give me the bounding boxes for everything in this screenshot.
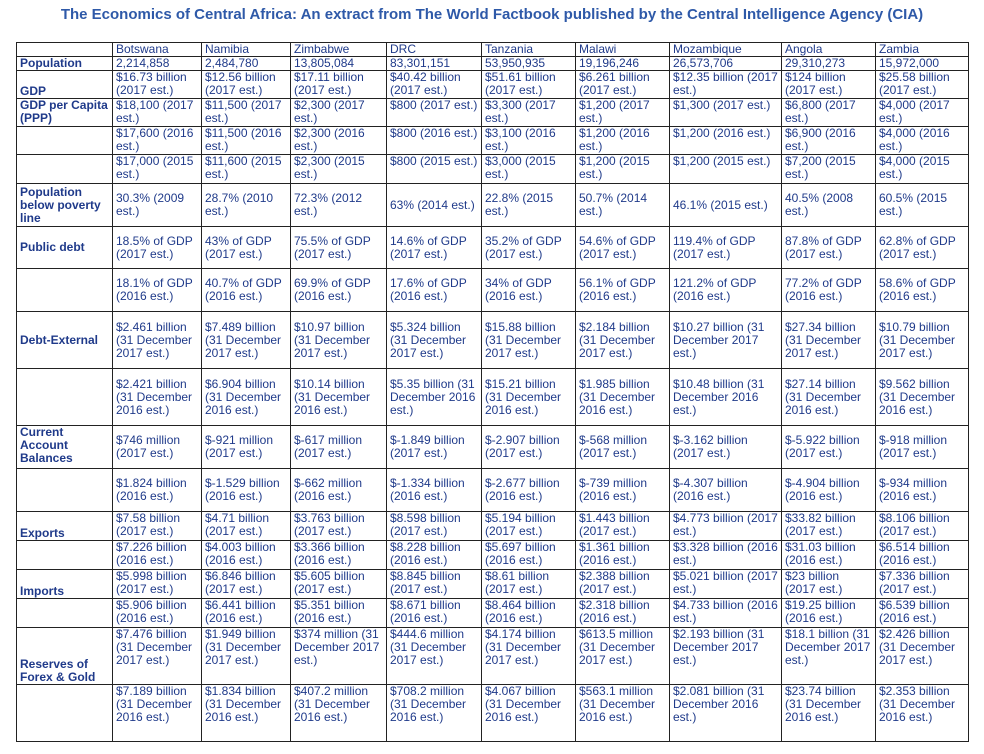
table-cell: $18,100 (2017 est.) <box>113 99 202 127</box>
country-header: Malawi <box>576 43 670 57</box>
table-cell: $33.82 billion (2017 est.) <box>782 512 876 541</box>
table-cell: 13,805,084 <box>291 57 387 71</box>
table-row <box>17 227 969 269</box>
table-cell: 72.3% (2012 est.) <box>291 184 387 227</box>
table-cell: $1,200 (2015 est.) <box>670 155 782 184</box>
table-cell: $3.328 billion (2016 est.) <box>670 541 782 570</box>
table-cell: $800 (2017 est.) <box>387 99 482 127</box>
table-row <box>17 599 969 628</box>
row-label: Reserves of Forex & Gold <box>17 628 113 685</box>
table-cell: 121.2% of GDP (2016 est.) <box>670 269 782 312</box>
country-header: Zambia <box>876 43 969 57</box>
table-cell: $19.25 billion (2016 est.) <box>782 599 876 628</box>
table-row <box>17 99 969 127</box>
row-label <box>17 127 113 155</box>
table-cell: $12.35 billion (2017 est.) <box>670 71 782 99</box>
table-cell: $5.35 billion (31 December 2016 est.) <box>387 369 482 426</box>
table-cell: $3,300 (2017 est.) <box>482 99 576 127</box>
table-cell: $3,000 (2015 est.) <box>482 155 576 184</box>
table-row <box>17 685 969 742</box>
table-cell: $6.514 billion (2016 est.) <box>876 541 969 570</box>
table-cell: $-934 million (2016 est.) <box>876 469 969 512</box>
table-cell: $-1.849 billion (2017 est.) <box>387 426 482 469</box>
table-cell: $6.441 billion (2016 est.) <box>202 599 291 628</box>
table-row <box>17 127 969 155</box>
row-label: GDP <box>17 71 113 99</box>
table-cell: $10.27 billion (31 December 2017 est.) <box>670 312 782 369</box>
table-cell: $1,300 (2017 est.) <box>670 99 782 127</box>
economics-table <box>16 42 969 742</box>
table-cell: $5.324 billion (31 December 2017 est.) <box>387 312 482 369</box>
table-cell: $5.351 billion (2016 est.) <box>291 599 387 628</box>
country-header: Zimbabwe <box>291 43 387 57</box>
table-cell: $16.73 billion (2017 est.) <box>113 71 202 99</box>
table-cell: $1.949 billion (31 December 2017 est.) <box>202 628 291 685</box>
table-row <box>17 312 969 369</box>
table-row <box>17 57 969 71</box>
table-cell: $1.834 billion (31 December 2016 est.) <box>202 685 291 742</box>
table-row <box>17 155 969 184</box>
table-cell: $-2.677 billion (2016 est.) <box>482 469 576 512</box>
table-cell: $5.906 billion (2016 est.) <box>113 599 202 628</box>
table-body <box>17 57 969 742</box>
table-cell: $2.461 billion (31 December 2017 est.) <box>113 312 202 369</box>
table-cell: $6.261 billion (2017 est.) <box>576 71 670 99</box>
table-cell: 53,950,935 <box>482 57 576 71</box>
table-cell: 2,484,780 <box>202 57 291 71</box>
table-cell: $8.106 billion (2017 est.) <box>876 512 969 541</box>
table-cell: $23 billion (2017 est.) <box>782 570 876 599</box>
table-cell: $2,300 (2017 est.) <box>291 99 387 127</box>
row-label: Debt-External <box>17 312 113 369</box>
table-cell: $8.598 billion (2017 est.) <box>387 512 482 541</box>
table-row <box>17 628 969 685</box>
table-cell: $1,200 (2016 est.) <box>670 127 782 155</box>
row-label: GDP per Capita (PPP) <box>17 99 113 127</box>
row-label: Exports <box>17 512 113 541</box>
table-cell: $124 billion (2017 est.) <box>782 71 876 99</box>
table-cell: $7.336 billion (2017 est.) <box>876 570 969 599</box>
table-cell: $25.58 billion (2017 est.) <box>876 71 969 99</box>
table-cell: 69.9% of GDP (2016 est.) <box>291 269 387 312</box>
table-cell: $6,900 (2016 est.) <box>782 127 876 155</box>
table-cell: 62.8% of GDP (2017 est.) <box>876 227 969 269</box>
table-row <box>17 71 969 99</box>
table-cell: 35.2% of GDP (2017 est.) <box>482 227 576 269</box>
table-cell: $51.61 billion (2017 est.) <box>482 71 576 99</box>
table-cell: $1.824 billion (2016 est.) <box>113 469 202 512</box>
table-cell: $4.733 billion (2016 est.) <box>670 599 782 628</box>
table-cell: $1,200 (2017 est.) <box>576 99 670 127</box>
table-cell: 87.8% of GDP (2017 est.) <box>782 227 876 269</box>
table-cell: 2,214,858 <box>113 57 202 71</box>
table-cell: $7.489 billion (31 December 2017 est.) <box>202 312 291 369</box>
table-cell: $407.2 million (31 December 2016 est.) <box>291 685 387 742</box>
table-cell: 28.7% (2010 est.) <box>202 184 291 227</box>
table-cell: $1.985 billion (31 December 2016 est.) <box>576 369 670 426</box>
table-cell: $2.318 billion (2016 est.) <box>576 599 670 628</box>
table-cell: $15.88 billion (31 December 2017 est.) <box>482 312 576 369</box>
table-cell: 34% of GDP (2016 est.) <box>482 269 576 312</box>
table-cell: 50.7% (2014 est.) <box>576 184 670 227</box>
table-row <box>17 369 969 426</box>
row-label <box>17 469 113 512</box>
row-label: Population below poverty line <box>17 184 113 227</box>
table-row <box>17 512 969 541</box>
table-cell: $40.42 billion (2017 est.) <box>387 71 482 99</box>
table-cell: 60.5% (2015 est.) <box>876 184 969 227</box>
table-cell: $-4.904 billion (2016 est.) <box>782 469 876 512</box>
page-title: The Economics of Central Africa: An extract from The World Factbook published by the Central Intelligence Agency (CIA) <box>60 6 924 23</box>
country-header: Angola <box>782 43 876 57</box>
row-label: Population <box>17 57 113 71</box>
table-cell: $8.845 billion (2017 est.) <box>387 570 482 599</box>
table-cell: $9.562 billion (31 December 2016 est.) <box>876 369 969 426</box>
table-cell: $11,500 (2016 est.) <box>202 127 291 155</box>
table-row <box>17 184 969 227</box>
table-cell: $2.388 billion (2017 est.) <box>576 570 670 599</box>
table-cell: $15.21 billion (31 December 2016 est.) <box>482 369 576 426</box>
country-header: Tanzania <box>482 43 576 57</box>
table-row <box>17 541 969 570</box>
row-label <box>17 269 113 312</box>
header-row <box>17 43 969 57</box>
table-cell: $8.228 billion (2016 est.) <box>387 541 482 570</box>
table-cell: $10.97 billion (31 December 2017 est.) <box>291 312 387 369</box>
table-cell: $2.426 billion (31 December 2017 est.) <box>876 628 969 685</box>
table-cell: 119.4% of GDP (2017 est.) <box>670 227 782 269</box>
table-cell: 30.3% (2009 est.) <box>113 184 202 227</box>
table-row <box>17 426 969 469</box>
table-cell: $-1.334 billion (2016 est.) <box>387 469 482 512</box>
table-cell: $2.353 billion (31 December 2016 est.) <box>876 685 969 742</box>
table-cell: $5.697 billion (2016 est.) <box>482 541 576 570</box>
table-cell: $1.361 billion (2016 est.) <box>576 541 670 570</box>
row-label <box>17 369 113 426</box>
row-label <box>17 599 113 628</box>
table-cell: 83,301,151 <box>387 57 482 71</box>
table-cell: $374 million (31 December 2017 est.) <box>291 628 387 685</box>
row-label <box>17 685 113 742</box>
table-cell: $-2.907 billion (2017 est.) <box>482 426 576 469</box>
table-cell: $17.11 billion (2017 est.) <box>291 71 387 99</box>
table-cell: 46.1% (2015 est.) <box>670 184 782 227</box>
table-cell: $10.48 billion (31 December 2016 est.) <box>670 369 782 426</box>
table-cell: $11,500 (2017 est.) <box>202 99 291 127</box>
table-cell: $708.2 million (31 December 2016 est.) <box>387 685 482 742</box>
table-cell: $31.03 billion (2016 est.) <box>782 541 876 570</box>
table-cell: $1.443 billion (2017 est.) <box>576 512 670 541</box>
table-cell: $-921 million (2017 est.) <box>202 426 291 469</box>
table-cell: $-5.922 billion (2017 est.) <box>782 426 876 469</box>
table-cell: 54.6% of GDP (2017 est.) <box>576 227 670 269</box>
table-cell: 18.5% of GDP (2017 est.) <box>113 227 202 269</box>
table-cell: $7.58 billion (2017 est.) <box>113 512 202 541</box>
table-cell: $27.14 billion (31 December 2016 est.) <box>782 369 876 426</box>
table-cell: $800 (2016 est.) <box>387 127 482 155</box>
table-cell: $6,800 (2017 est.) <box>782 99 876 127</box>
table-cell: $5.998 billion (2017 est.) <box>113 570 202 599</box>
table-cell: $7.189 billion (31 December 2016 est.) <box>113 685 202 742</box>
table-cell: $4.067 billion (31 December 2016 est.) <box>482 685 576 742</box>
table-cell: $563.1 million (31 December 2016 est.) <box>576 685 670 742</box>
table-cell: $2.421 billion (31 December 2016 est.) <box>113 369 202 426</box>
table-cell: $6.904 billion (31 December 2016 est.) <box>202 369 291 426</box>
table-cell: $12.56 billion (2017 est.) <box>202 71 291 99</box>
table-cell: $800 (2015 est.) <box>387 155 482 184</box>
table-cell: $6.539 billion (2016 est.) <box>876 599 969 628</box>
country-header: Botswana <box>113 43 202 57</box>
table-cell: $746 million (2017 est.) <box>113 426 202 469</box>
table-cell: $6.846 billion (2017 est.) <box>202 570 291 599</box>
table-cell: 26,573,706 <box>670 57 782 71</box>
table-cell: $2.193 billion (31 December 2017 est.) <box>670 628 782 685</box>
table-cell: $3.763 billion (2017 est.) <box>291 512 387 541</box>
table-cell: 14.6% of GDP (2017 est.) <box>387 227 482 269</box>
table-cell: $5.194 billion (2017 est.) <box>482 512 576 541</box>
table-cell: 17.6% of GDP (2016 est.) <box>387 269 482 312</box>
table-cell: $2,300 (2015 est.) <box>291 155 387 184</box>
table-cell: 40.7% of GDP (2016 est.) <box>202 269 291 312</box>
table-cell: $4,000 (2017 est.) <box>876 99 969 127</box>
table-cell: $10.14 billion (31 December 2016 est.) <box>291 369 387 426</box>
table-cell: $1,200 (2016 est.) <box>576 127 670 155</box>
table-cell: $17,600 (2016 est.) <box>113 127 202 155</box>
table-cell: $8.671 billion (2016 est.) <box>387 599 482 628</box>
table-cell: 19,196,246 <box>576 57 670 71</box>
table-cell: $2.184 billion (31 December 2017 est.) <box>576 312 670 369</box>
row-label <box>17 155 113 184</box>
table-cell: $7,200 (2015 est.) <box>782 155 876 184</box>
table-cell: $-4.307 billion (2016 est.) <box>670 469 782 512</box>
corner-cell <box>17 43 113 57</box>
table-cell: $27.34 billion (31 December 2017 est.) <box>782 312 876 369</box>
table-cell: $4.003 billion (2016 est.) <box>202 541 291 570</box>
country-header: Mozambique <box>670 43 782 57</box>
table-cell: $-568 million (2017 est.) <box>576 426 670 469</box>
table-cell: 56.1% of GDP (2016 est.) <box>576 269 670 312</box>
table-cell: $3,100 (2016 est.) <box>482 127 576 155</box>
table-cell: $613.5 million (31 December 2017 est.) <box>576 628 670 685</box>
table-row <box>17 269 969 312</box>
row-label <box>17 541 113 570</box>
table-cell: 75.5% of GDP (2017 est.) <box>291 227 387 269</box>
table-cell: $4.174 billion (31 December 2017 est.) <box>482 628 576 685</box>
table-cell: $8.61 billion (2017 est.) <box>482 570 576 599</box>
table-row <box>17 570 969 599</box>
table-cell: $1,200 (2015 est.) <box>576 155 670 184</box>
table-cell: $3.366 billion (2016 est.) <box>291 541 387 570</box>
table-cell: 43% of GDP (2017 est.) <box>202 227 291 269</box>
table-cell: $10.79 billion (31 December 2017 est.) <box>876 312 969 369</box>
table-cell: $-3.162 billion (2017 est.) <box>670 426 782 469</box>
row-label: Current Account Balances <box>17 426 113 469</box>
table-cell: 15,972,000 <box>876 57 969 71</box>
table-cell: $7.226 billion (2016 est.) <box>113 541 202 570</box>
table-cell: $-617 million (2017 est.) <box>291 426 387 469</box>
country-header: DRC <box>387 43 482 57</box>
table-cell: $17,000 (2015 est.) <box>113 155 202 184</box>
table-cell: $444.6 million (31 December 2017 est.) <box>387 628 482 685</box>
row-label: Imports <box>17 570 113 599</box>
table-cell: 18.1% of GDP (2016 est.) <box>113 269 202 312</box>
table-cell: 40.5% (2008 est.) <box>782 184 876 227</box>
table-cell: $2,300 (2016 est.) <box>291 127 387 155</box>
row-label: Public debt <box>17 227 113 269</box>
table-cell: $18.1 billion (31 December 2017 est.) <box>782 628 876 685</box>
table-cell: $7.476 billion (31 December 2017 est.) <box>113 628 202 685</box>
table-cell: 63% (2014 est.) <box>387 184 482 227</box>
table-cell: $11,600 (2015 est.) <box>202 155 291 184</box>
table-cell: $23.74 billion (31 December 2016 est.) <box>782 685 876 742</box>
table-cell: $-739 million (2016 est.) <box>576 469 670 512</box>
table-cell: $-918 million (2017 est.) <box>876 426 969 469</box>
table-cell: $-1.529 billion (2016 est.) <box>202 469 291 512</box>
table-cell: 29,310,273 <box>782 57 876 71</box>
table-cell: 22.8% (2015 est.) <box>482 184 576 227</box>
table-cell: $4.71 billion (2017 est.) <box>202 512 291 541</box>
table-cell: $4,000 (2015 est.) <box>876 155 969 184</box>
table-cell: 58.6% of GDP (2016 est.) <box>876 269 969 312</box>
table-cell: $-662 million (2016 est.) <box>291 469 387 512</box>
table-row <box>17 469 969 512</box>
table-cell: $5.021 billion (2017 est.) <box>670 570 782 599</box>
table-cell: $2.081 billion (31 December 2016 est.) <box>670 685 782 742</box>
table-cell: $5.605 billion (2017 est.) <box>291 570 387 599</box>
table-cell: $8.464 billion (2016 est.) <box>482 599 576 628</box>
table-cell: $4,000 (2016 est.) <box>876 127 969 155</box>
table-cell: 77.2% of GDP (2016 est.) <box>782 269 876 312</box>
table-cell: $4.773 billion (2017 est.) <box>670 512 782 541</box>
country-header: Namibia <box>202 43 291 57</box>
